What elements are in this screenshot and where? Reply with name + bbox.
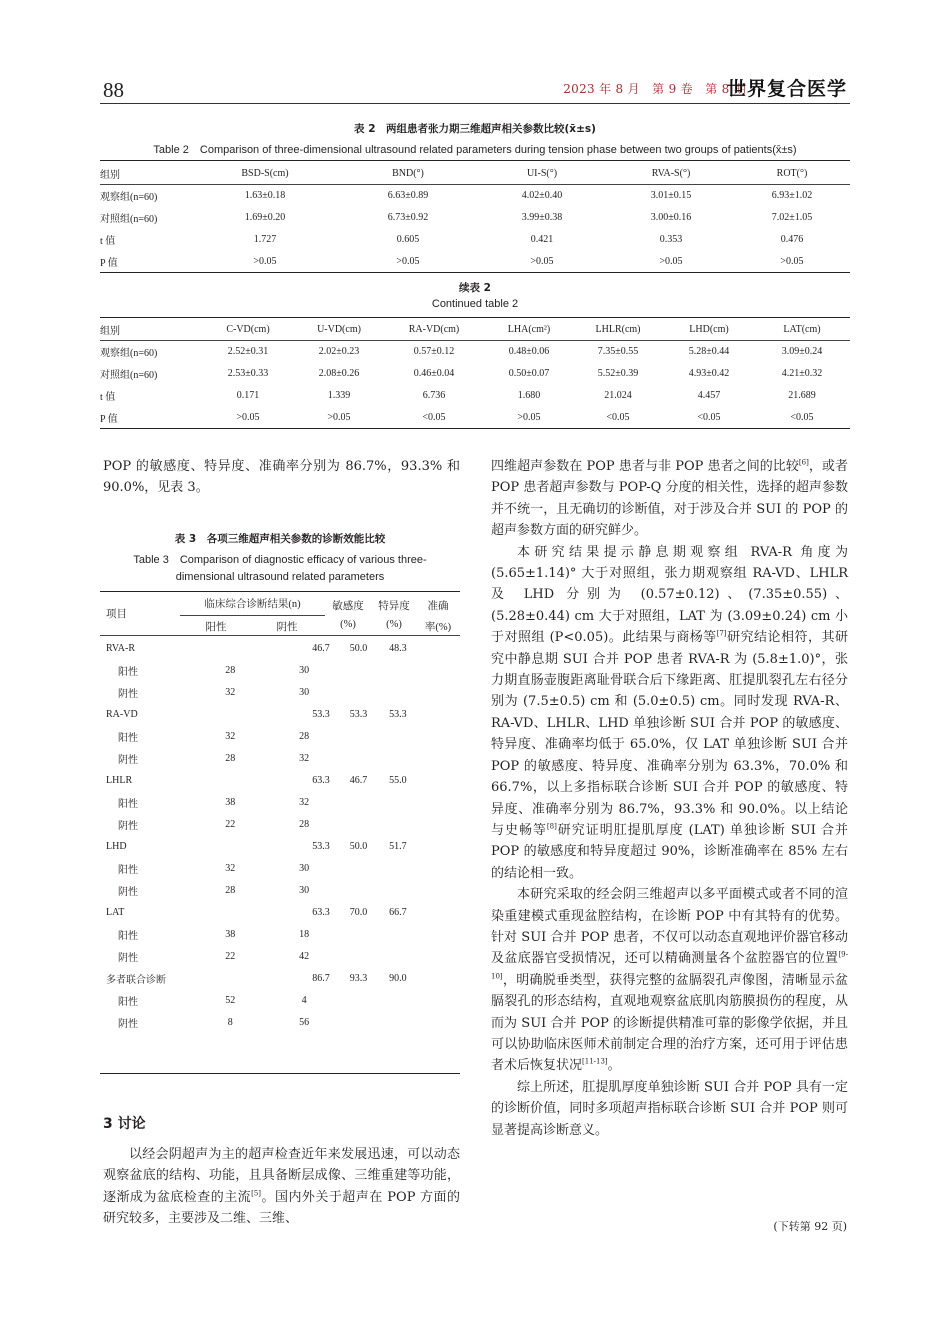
table-cell: 51.7 xyxy=(389,840,407,852)
citation: [6] xyxy=(798,458,809,467)
table-cell: 30 xyxy=(299,884,310,896)
table-cell: 8 xyxy=(227,1016,233,1028)
table-cell: 观察组(n=60) xyxy=(100,347,158,359)
table2b-title-cn: 续表 2 xyxy=(459,282,491,294)
journal-issue-info: 2023 年 8 月 第 9 卷 第 8 期 xyxy=(563,82,746,96)
table-cell: 32 xyxy=(225,686,236,698)
table-group-row xyxy=(100,703,460,725)
table-cell: 0.476 xyxy=(780,233,804,245)
right-p0-text: 四维超声参数在 POP 患者与非 POP 患者之间的比较 xyxy=(491,459,799,474)
table-cell: 阴性 xyxy=(118,754,138,766)
table-cell: 4.457 xyxy=(697,389,721,401)
table-cell: 0.50±0.07 xyxy=(508,367,550,379)
table2-title-cn: 表 2 两组患者张力期三维超声相关参数比较(x̄±s) xyxy=(354,123,596,135)
right-p0-text-b: ，或者 POP 患者超声参数与 POP-Q 分度的相关性，选择的超声参数并不统一，且无确切的诊断值，对于涉及合并 SUI 的 POP 的超声参数方面的研究鲜少。 xyxy=(491,459,848,539)
table-cell-empty xyxy=(419,989,460,1011)
table3-title-en-1: Table 3 Comparison of diagnostic efficacy of various three- xyxy=(133,554,427,566)
table-header-cell: LAT(cm) xyxy=(783,323,821,335)
table-cell: 32 xyxy=(225,862,236,874)
table-cell: 21.024 xyxy=(604,389,632,401)
table-cell: 42 xyxy=(299,950,310,962)
citation: [7] xyxy=(716,629,727,638)
table-cell: LHD xyxy=(106,840,127,852)
table-cell-empty xyxy=(377,659,419,681)
table3-header-rule xyxy=(100,635,460,636)
table-row xyxy=(100,879,460,901)
table-cell: >0.05 xyxy=(780,255,804,267)
table-row xyxy=(100,791,460,813)
table-cell: 阳性 xyxy=(118,666,138,678)
table3-h-sens-2: (%) xyxy=(340,619,356,630)
table-cell: 2.08±0.26 xyxy=(318,367,360,379)
table2b-title-en: Continued table 2 xyxy=(431,298,519,310)
table-cell-empty xyxy=(419,747,460,769)
table-cell: 56 xyxy=(299,1016,310,1028)
table-row xyxy=(100,659,460,681)
table-cell: 28 xyxy=(299,730,310,742)
table-cell: 4 xyxy=(301,994,307,1006)
table-header-cell: 组别 xyxy=(100,325,120,337)
table-cell: 32 xyxy=(299,796,310,808)
table-header-cell: UI-S(°) xyxy=(526,167,558,179)
table-cell: 7.35±0.55 xyxy=(597,345,639,357)
table3-h-group: 临床综合诊断结果(n) xyxy=(204,599,301,610)
table-cell: 2.02±0.23 xyxy=(318,345,360,357)
table-header-cell: BND(°) xyxy=(392,167,424,179)
citation: [5] xyxy=(251,1189,262,1198)
table-cell-empty xyxy=(340,747,377,769)
section3-text-tail: 。国内外关于超声在 POP 方面的研究较多，主要涉及二维、三维、 xyxy=(103,1189,460,1227)
table-row xyxy=(100,813,460,835)
table-cell: 6.63±0.89 xyxy=(387,189,429,201)
table-cell-empty xyxy=(377,923,419,945)
table-cell: 3.99±0.38 xyxy=(521,211,563,223)
table-cell: RVA-R xyxy=(106,642,136,654)
table-cell-empty xyxy=(419,1011,460,1033)
table-cell-empty xyxy=(340,945,377,967)
table-cell: 5.28±0.44 xyxy=(688,345,730,357)
table-cell: 4.93±0.42 xyxy=(688,367,730,379)
table-header-cell: RVA-S(°) xyxy=(651,167,691,179)
table-cell: 3.09±0.24 xyxy=(781,345,823,357)
table-cell: >0.05 xyxy=(253,255,277,267)
table-cell: 1.680 xyxy=(517,389,541,401)
table-group-row xyxy=(100,769,460,791)
table-cell: 阳性 xyxy=(118,732,138,744)
table-cell: 86.7 xyxy=(312,972,330,984)
table-cell: >0.05 xyxy=(236,411,260,423)
table-cell: P 值 xyxy=(100,257,118,269)
table-cell: 观察组(n=60) xyxy=(100,191,158,203)
table-cell: 4.02±0.40 xyxy=(521,189,563,201)
table-cell: 7.02±1.05 xyxy=(771,211,813,223)
table3-title-en-2: dimensional ultrasound related parameters xyxy=(175,571,385,583)
table-cell: 6.736 xyxy=(422,389,446,401)
table3-title-cn: 表 3 各项三维超声相关参数的诊断效能比较 xyxy=(174,533,386,545)
table2 xyxy=(100,162,850,272)
table-cell-empty xyxy=(377,747,419,769)
table-cell: 46.7 xyxy=(312,642,330,654)
table-cell: 53.3 xyxy=(349,708,368,720)
table-cell: 50.0 xyxy=(349,840,368,852)
right-p1-text-c: 研究证明肛提肌厚度 (LAT) 单独诊断 SUI 合并 POP 的敏感度和特异度超过 90%，诊断准确率在 85% 左右的结论相一致。 xyxy=(491,822,848,881)
table3-body xyxy=(100,637,460,1033)
table-cell: 63.3 xyxy=(312,906,330,918)
table-cell: <0.05 xyxy=(422,411,446,423)
table-cell: 阳性 xyxy=(118,930,138,942)
table-header-cell: ROT(°) xyxy=(776,167,808,179)
table-cell-empty xyxy=(377,879,419,901)
table3-h-neg: 阴性 xyxy=(276,622,298,633)
table-row xyxy=(100,228,850,250)
table2b-bottom-rule xyxy=(100,428,850,429)
table-cell-empty xyxy=(377,989,419,1011)
table-cell: 3.00±0.16 xyxy=(650,211,692,223)
right-p3-text: 综上所述，肛提肌厚度单独诊断 SUI 合并 POP 具有一定的诊断价值，同时多项超声指标联合诊断 SUI 合并 POP 则可显著提高诊断意义。 xyxy=(491,1079,848,1138)
table-cell: >0.05 xyxy=(659,255,683,267)
table-header-cell: LHA(cm²) xyxy=(507,323,551,335)
table-cell: 66.7 xyxy=(389,906,407,918)
table-header-row xyxy=(100,318,850,340)
table-cell: 28 xyxy=(225,664,236,676)
table-cell-empty xyxy=(340,1011,377,1033)
table-cell: 0.46±0.04 xyxy=(413,367,455,379)
table-header-cell: U-VD(cm) xyxy=(317,323,361,335)
table3-h-acc-1: 准确 xyxy=(427,601,449,612)
table-cell-empty xyxy=(377,1011,419,1033)
table-cell-empty xyxy=(340,857,377,879)
table-cell: 对照组(n=60) xyxy=(100,369,158,381)
table-row xyxy=(100,362,850,384)
table3-h-sens-1: 敏感度 xyxy=(332,601,364,612)
citation: [9-10] xyxy=(491,951,848,981)
table-cell: 0.57±0.12 xyxy=(413,345,455,357)
table-row xyxy=(100,725,460,747)
table-row xyxy=(100,989,460,1011)
table-cell: 1.339 xyxy=(327,389,351,401)
table-header-cell: LHLR(cm) xyxy=(595,323,641,335)
table2-title-en: Table 2 Comparison of three-dimensional ultrasound related parameters during tension phase between two groups of patients(x̄±s) xyxy=(153,144,797,156)
table-cell: 22 xyxy=(225,818,236,830)
table-cell-empty xyxy=(419,923,460,945)
table-cell: 多者联合诊断 xyxy=(106,974,166,986)
table-row xyxy=(100,1011,460,1033)
table-group-row xyxy=(100,637,460,659)
right-p2-text-c: 。 xyxy=(607,1058,621,1074)
table-row xyxy=(100,250,850,272)
table-cell-empty xyxy=(419,725,460,747)
table2b xyxy=(100,318,850,428)
right-p1-text-b: 研究结论相符，其研究中静息期 SUI 合并 POP 患者 RVA-R 为 (5.8±1.0)°，张力期直肠壶腹距离耻骨联合后下缘距离、肛提肌裂孔左右径分别为 (7.5±0.5) cm 和 (5.0±0.5) cm。同时发现 RVA-R、RA-VD、LHLR、LHD 单独诊断 SUI 合并 POP 的敏感度、特异度、准确率均低于 65.0%，仅 LAT 单独诊断 SUI 合并 POP 的敏感度、特异度、准确率分别为 63.3%，70.0% 和 66.7%，以上多指标联合诊断 SUI 合并 POP 的敏感度、特异度、准确率分别为 86.7%，93.3% 和 90.0%。以上结论与史畅等 xyxy=(491,630,848,838)
table-cell: 对照组(n=60) xyxy=(100,213,158,225)
table3-h-item: 项目 xyxy=(106,609,127,620)
table-cell: RA-VD xyxy=(106,708,138,720)
table-cell: 0.605 xyxy=(396,233,420,245)
table-cell: 28 xyxy=(225,884,236,896)
table-cell: 90.0 xyxy=(389,972,407,984)
table-cell: P 值 xyxy=(100,413,118,425)
table3 xyxy=(100,637,460,1033)
table-cell: <0.05 xyxy=(697,411,721,423)
table-cell: t 值 xyxy=(100,391,116,403)
table-header-cell: BSD-S(cm) xyxy=(241,167,289,179)
table-header-cell: RA-VD(cm) xyxy=(408,323,460,335)
table-cell: t 值 xyxy=(100,235,116,247)
table-row xyxy=(100,681,460,703)
table-cell: 21.689 xyxy=(788,389,816,401)
table-cell: LHLR xyxy=(106,774,133,786)
table-cell: 0.421 xyxy=(530,233,554,245)
table-cell-empty xyxy=(377,791,419,813)
table-cell-empty xyxy=(340,681,377,703)
table-cell: 阴性 xyxy=(118,688,138,700)
table-cell: 30 xyxy=(299,686,310,698)
table-row xyxy=(100,945,460,967)
table-cell: 阴性 xyxy=(118,886,138,898)
table-cell: 93.3 xyxy=(349,972,368,984)
table-cell-empty xyxy=(340,791,377,813)
table-cell-empty xyxy=(377,857,419,879)
table-cell: 50.0 xyxy=(349,642,368,654)
table-cell: 0.48±0.06 xyxy=(508,345,550,357)
table-cell-empty xyxy=(377,725,419,747)
table3-group-rule xyxy=(180,615,325,616)
table3-h-spec-2: (%) xyxy=(386,619,402,630)
table-cell-empty xyxy=(340,725,377,747)
table-row xyxy=(100,184,850,206)
table-cell: 30 xyxy=(299,862,310,874)
table-cell: 4.21±0.32 xyxy=(781,367,823,379)
table-cell: >0.05 xyxy=(517,411,541,423)
table3-bottom-rule xyxy=(100,1073,460,1074)
table-row xyxy=(100,857,460,879)
table-row xyxy=(100,340,850,362)
table-cell: <0.05 xyxy=(790,411,814,423)
table-cell: 阴性 xyxy=(118,952,138,964)
table-cell: 18 xyxy=(299,928,310,940)
citation: [11-13] xyxy=(582,1058,608,1067)
table-cell-empty xyxy=(377,813,419,835)
table-cell: 2.53±0.33 xyxy=(227,367,269,379)
table-cell: 32 xyxy=(299,752,310,764)
table-cell-empty xyxy=(377,681,419,703)
table-cell: 5.52±0.39 xyxy=(597,367,639,379)
table-cell: 阴性 xyxy=(118,1018,138,1030)
table-row xyxy=(100,206,850,228)
table-cell-empty xyxy=(419,879,460,901)
table-cell: 1.727 xyxy=(253,233,277,245)
table-cell: 30 xyxy=(299,664,310,676)
table-cell-empty xyxy=(419,857,460,879)
table-cell-empty xyxy=(419,659,460,681)
table-cell-empty xyxy=(419,791,460,813)
table-cell: 53.3 xyxy=(389,708,407,720)
table2-bottom-rule xyxy=(100,272,850,273)
table3-h-acc-2: 率(%) xyxy=(424,622,452,633)
intro-text: POP 的敏感度、特异度、准确率分别为 86.7%，93.3% 和 90.0%，见表 3。 xyxy=(103,459,460,496)
table-cell: 32 xyxy=(225,730,236,742)
right-p1-text: 本研究结果提示静息期观察组 RVA-R 角度为 (5.65±1.14)° 大于对照组，张力期观察组 RA-VD、LHLR 及 LHD 分别为 (0.57±0.12)、(7.35±0.55)、(5.28±0.44) cm 大于对照组，LAT 为 (3.09±0.24) cm 小于对照组 (P<0.05)。此结果与商杨等 xyxy=(491,544,848,646)
table-cell: 阳性 xyxy=(118,864,138,876)
section3-paragraph xyxy=(103,1144,460,1230)
table-cell: 1.63±0.18 xyxy=(244,189,286,201)
table-row xyxy=(100,406,850,428)
table2-top-rule xyxy=(100,160,850,161)
header-rule xyxy=(100,103,850,104)
table-cell-empty xyxy=(419,945,460,967)
table-header-row xyxy=(100,162,850,184)
table-cell: 0.353 xyxy=(659,233,683,245)
table3-h-spec-1: 特异度 xyxy=(378,601,410,612)
table-header-cell: 组别 xyxy=(100,169,120,181)
table-group-row xyxy=(100,835,460,857)
table-cell: 70.0 xyxy=(349,906,368,918)
table-cell: 6.73±0.92 xyxy=(387,211,429,223)
table-cell: 3.01±0.15 xyxy=(650,189,692,201)
table-cell: 2.52±0.31 xyxy=(227,345,269,357)
right-p2-text: 本研究采取的经会阴三维超声以多平面模式或者不同的渲染重建模式重现盆腔结构，在诊断 POP 中有其特有的优势。针对 SUI 合并 POP 患者，不仅可以动态直观地评价器官移动及盆底器官受损情况，还可以精确测量各个盆腔器官的位置 xyxy=(491,887,848,967)
table-cell: 22 xyxy=(225,950,236,962)
table-cell: >0.05 xyxy=(327,411,351,423)
table3-top-rule xyxy=(100,591,460,592)
table-cell: LAT xyxy=(106,906,125,918)
citation: [8] xyxy=(546,822,557,831)
table-cell-empty xyxy=(340,989,377,1011)
table-cell: >0.05 xyxy=(396,255,420,267)
table-cell: 阳性 xyxy=(118,996,138,1008)
table-cell: 55.0 xyxy=(389,774,407,786)
table-group-row xyxy=(100,901,460,923)
table-cell: 28 xyxy=(299,818,310,830)
table-cell: 48.3 xyxy=(389,642,407,654)
table-cell-empty xyxy=(340,879,377,901)
table-cell: 52 xyxy=(225,994,236,1006)
right-p2-text-b: ，明确脱垂类型，获得完整的盆膈裂孔声像图，清晰显示盆膈裂孔的形态结构，直观地观察盆底肌肉筋膜损伤的程度，从而为 SUI 合并 POP 的诊断提供精准可靠的影像学依据，并且可以协助临床医师术前制定合理的治疗方案，还可用于评估患者术后恢复状况 xyxy=(491,972,848,1074)
table-cell: 38 xyxy=(225,796,236,808)
table-cell: 1.69±0.20 xyxy=(244,211,286,223)
table-cell-empty xyxy=(340,923,377,945)
table-cell: 53.3 xyxy=(312,708,330,720)
right-column-text xyxy=(491,456,848,1141)
table-cell: 阳性 xyxy=(118,798,138,810)
table-cell-empty xyxy=(419,681,460,703)
table-cell: 0.171 xyxy=(236,389,260,401)
table-cell: 53.3 xyxy=(312,840,330,852)
table3-h-pos: 阳性 xyxy=(205,622,227,633)
table-cell: 46.7 xyxy=(349,774,368,786)
table-cell-empty xyxy=(340,659,377,681)
table-row xyxy=(100,747,460,769)
table-cell: 28 xyxy=(225,752,236,764)
table-cell-empty xyxy=(419,813,460,835)
table-cell: <0.05 xyxy=(606,411,630,423)
table-header-cell: LHD(cm) xyxy=(689,323,729,335)
table-cell: 63.3 xyxy=(312,774,330,786)
table-group-row xyxy=(100,967,460,989)
table-cell-empty xyxy=(340,813,377,835)
page-number: 88 xyxy=(103,78,124,102)
table-row xyxy=(100,923,460,945)
left-intro-paragraph xyxy=(103,456,460,499)
journal-name: 世界复合医学 xyxy=(726,78,847,100)
section-heading: 3 讨论 xyxy=(103,1116,146,1132)
table-header-cell: C-VD(cm) xyxy=(226,323,270,335)
table-row xyxy=(100,384,850,406)
table-cell: 6.93±1.02 xyxy=(771,189,813,201)
table-cell-empty xyxy=(377,945,419,967)
continued-note: (下转第 92 页) xyxy=(773,1220,847,1233)
table-cell: 38 xyxy=(225,928,236,940)
table-cell: >0.05 xyxy=(530,255,554,267)
section3-text: 以经会阴超声为主的超声检查近年来发展迅速，可以动态观察盆底的结构、功能，且具备断层成像、三维重建等功能，逐渐成为盆底检查的主流 xyxy=(103,1147,460,1205)
table-cell: 阴性 xyxy=(118,820,138,832)
